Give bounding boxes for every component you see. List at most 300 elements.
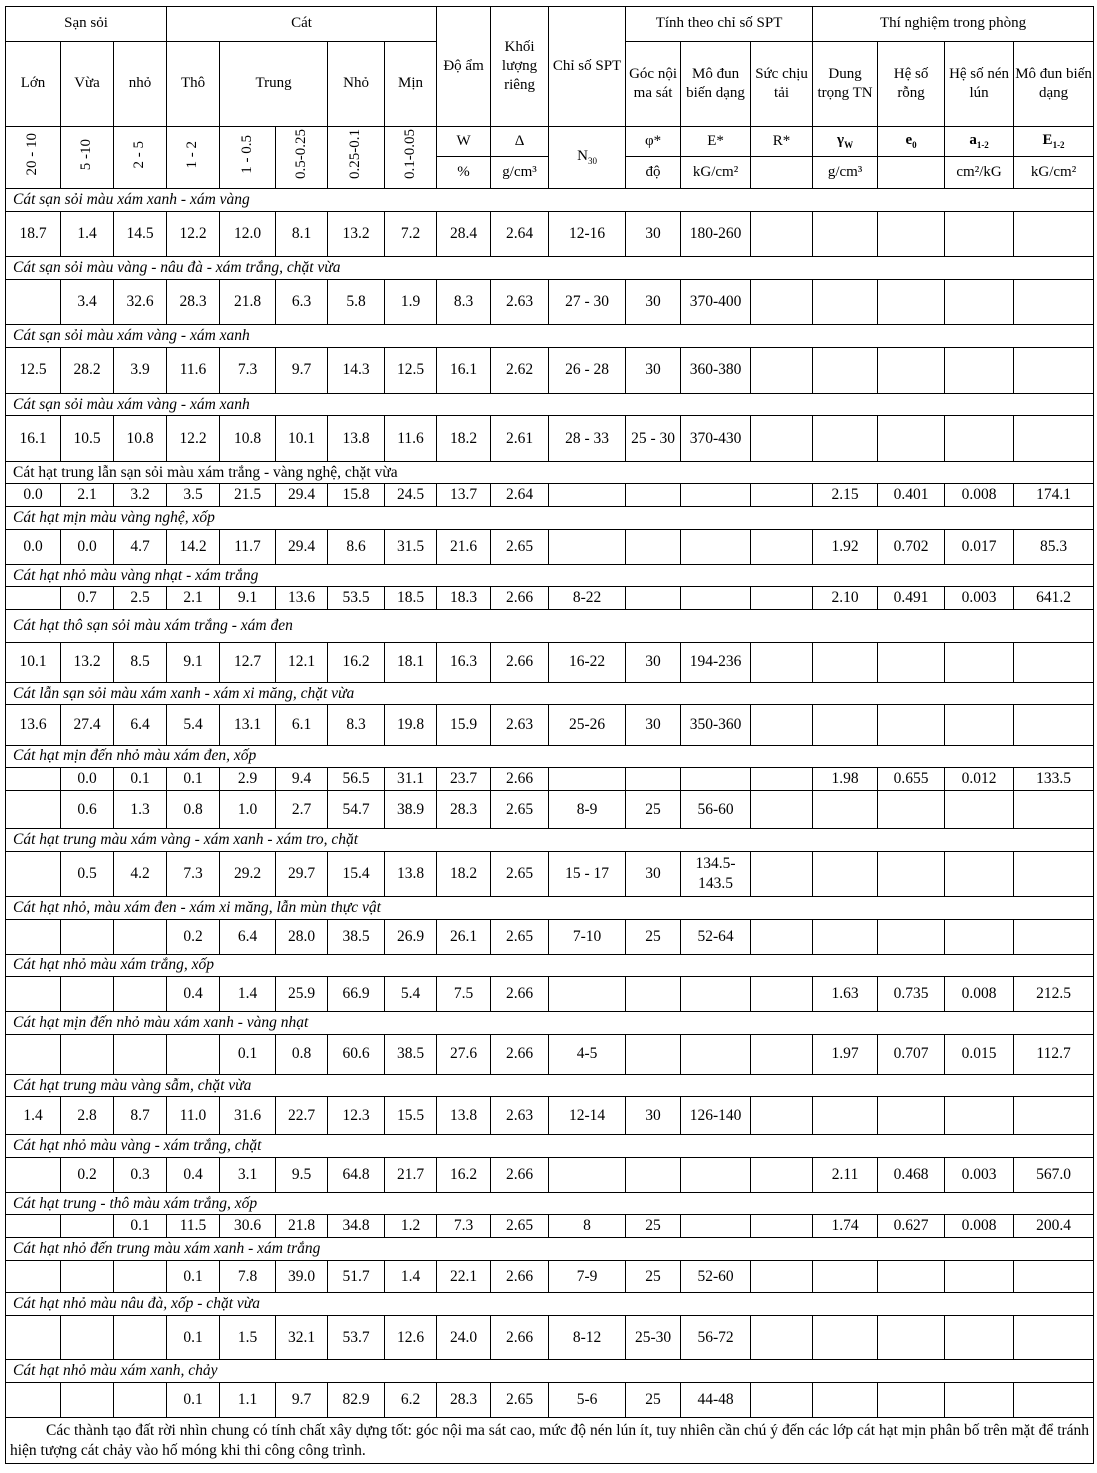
table-cell: 32.1: [276, 1315, 328, 1360]
table-cell: [751, 1097, 813, 1135]
table-cell: 21.7: [385, 1157, 437, 1192]
table-cell: 23.7: [437, 768, 491, 791]
table-cell: [61, 1034, 114, 1074]
table-cell: 14.2: [167, 529, 220, 564]
table-cell: 25: [626, 790, 681, 828]
layer-header-row: [6, 1011, 1094, 1034]
table-cell: 13.6: [276, 587, 328, 610]
table-cell: 12.5: [385, 348, 437, 394]
table-cell: 2.63: [491, 279, 549, 325]
table-row: [6, 416, 1094, 462]
table-cell: 11.7: [220, 529, 276, 564]
header-min: Mịn: [385, 42, 437, 127]
layer-header-row: [6, 610, 1094, 643]
table-cell: [945, 1383, 1014, 1418]
table-cell: 28.2: [61, 348, 114, 394]
table-cell: 4-5: [549, 1034, 626, 1074]
header-nho: Nhỏ: [328, 42, 385, 127]
table-cell: 8.7: [114, 1097, 167, 1135]
table-cell: 350-360: [681, 705, 751, 745]
table-cell: 2.66: [491, 1157, 549, 1192]
table-cell: 11.6: [167, 348, 220, 394]
header-vua: Vừa: [61, 42, 114, 127]
table-cell: 8-9: [549, 790, 626, 828]
table-cell: [751, 348, 813, 394]
table-cell: [878, 348, 945, 394]
table-cell: 0.491: [878, 587, 945, 610]
table-cell: 1.63: [813, 977, 878, 1012]
table-cell: [813, 919, 878, 954]
table-cell: [1014, 211, 1094, 257]
table-cell: [751, 642, 813, 682]
table-cell: 12.2: [167, 211, 220, 257]
table-cell: 134.5-143.5: [681, 851, 751, 897]
table-cell: 14.3: [328, 348, 385, 394]
table-cell: [681, 768, 751, 791]
table-cell: [945, 705, 1014, 745]
table-cell: 0.008: [945, 1215, 1014, 1238]
table-cell: [751, 919, 813, 954]
table-cell: 21.8: [220, 279, 276, 325]
table-cell: 6.4: [114, 705, 167, 745]
layer-header-blank: [549, 897, 1094, 920]
table-cell: [6, 1383, 61, 1418]
table-cell: 25-30: [626, 1315, 681, 1360]
table-cell: 60.6: [328, 1034, 385, 1074]
table-cell: 0.8: [276, 1034, 328, 1074]
table-cell: 370-400: [681, 279, 751, 325]
table-cell: 0.003: [945, 1157, 1014, 1192]
header-dung-trong: Dung trọng TN: [813, 42, 878, 127]
table-cell: 0.8: [167, 790, 220, 828]
table-cell: 3.1: [220, 1157, 276, 1192]
table-cell: 2.66: [491, 1034, 549, 1074]
table-cell: 2.65: [491, 919, 549, 954]
table-cell: [945, 851, 1014, 897]
table-cell: [6, 1260, 61, 1293]
unit-empty: [878, 157, 945, 189]
table-cell: 212.5: [1014, 977, 1094, 1012]
table-cell: 56-72: [681, 1315, 751, 1360]
table-cell: 1.9: [385, 279, 437, 325]
table-cell: 27.6: [437, 1034, 491, 1074]
table-cell: 16.2: [328, 642, 385, 682]
table-cell: 21.8: [276, 1215, 328, 1238]
layer-header-blank: [549, 564, 1094, 587]
table-cell: 0.707: [878, 1034, 945, 1074]
table-cell: 3.4: [61, 279, 114, 325]
symbol-n: N: [577, 148, 588, 165]
layer-header-row: [6, 325, 1094, 348]
layer-header-blank: [549, 1135, 1094, 1158]
table-cell: [549, 977, 626, 1012]
table-cell: 9.1: [167, 642, 220, 682]
table-cell: 8.3: [437, 279, 491, 325]
table-cell: 29.2: [220, 851, 276, 897]
fraction-cell: [167, 127, 220, 189]
unit-kgcm2-lab: kG/cm²: [1014, 157, 1094, 189]
table-row: [6, 587, 1094, 610]
table-row: [6, 1215, 1094, 1238]
layer-description: Cát hạt nhỏ màu vàng nhạt - xám trắng: [6, 564, 549, 587]
table-cell: 0.1: [114, 1215, 167, 1238]
table-cell: [1014, 1315, 1094, 1360]
layer-description: Cát hạt mịn đến nhỏ màu xám xanh - vàng nhạt: [6, 1011, 549, 1034]
table-cell: 18.5: [385, 587, 437, 610]
table-cell: 11.6: [385, 416, 437, 462]
table-cell: 13.2: [61, 642, 114, 682]
table-cell: 25 - 30: [626, 416, 681, 462]
layer-header-row: [6, 1074, 1094, 1097]
unit-density: g/cm³: [491, 157, 549, 189]
table-cell: [751, 279, 813, 325]
table-cell: 10.8: [220, 416, 276, 462]
table-cell: 1.5: [220, 1315, 276, 1360]
table-cell: 0.735: [878, 977, 945, 1012]
table-cell: [813, 211, 878, 257]
layer-header-blank: [549, 189, 1094, 212]
table-cell: 18.7: [6, 211, 61, 257]
table-cell: [878, 211, 945, 257]
layer-header-blank: [549, 461, 1094, 484]
header-he-so-nen-lun: Hệ số nén lún: [945, 42, 1014, 127]
table-cell: 11.0: [167, 1097, 220, 1135]
table-cell: [751, 1157, 813, 1192]
table-cell: 25: [626, 1383, 681, 1418]
table-cell: [813, 1383, 878, 1418]
fraction-cell: [61, 127, 114, 189]
table-cell: [751, 705, 813, 745]
table-row: [6, 1034, 1094, 1074]
table-cell: [813, 1315, 878, 1360]
table-cell: 0.008: [945, 484, 1014, 507]
table-cell: 12.5: [6, 348, 61, 394]
table-cell: [945, 211, 1014, 257]
fraction-label: 1 - 2: [184, 140, 201, 169]
table-cell: [813, 642, 878, 682]
table-cell: [1014, 919, 1094, 954]
table-cell: 15.9: [437, 705, 491, 745]
table-cell: 13.8: [437, 1097, 491, 1135]
table-cell: 641.2: [1014, 587, 1094, 610]
table-cell: 8-12: [549, 1315, 626, 1360]
table-cell: 9.7: [276, 348, 328, 394]
layer-header-blank: [549, 325, 1094, 348]
table-row: [6, 851, 1094, 897]
layer-header-row: [6, 1192, 1094, 1215]
table-cell: 567.0: [1014, 1157, 1094, 1192]
table-cell: [878, 705, 945, 745]
header-khoi-luong-rieng: Khối lượng riêng: [491, 7, 549, 127]
table-cell: 82.9: [328, 1383, 385, 1418]
table-cell: 0.012: [945, 768, 1014, 791]
layer-header-blank: [549, 828, 1094, 851]
table-cell: [751, 1315, 813, 1360]
table-cell: 0.1: [167, 1315, 220, 1360]
table-row: [6, 768, 1094, 791]
table-cell: [1014, 1097, 1094, 1135]
table-cell: 0.0: [61, 529, 114, 564]
table-cell: [626, 1157, 681, 1192]
table-cell: 38.9: [385, 790, 437, 828]
table-cell: 15.5: [385, 1097, 437, 1135]
table-cell: 9.4: [276, 768, 328, 791]
table-cell: 12-14: [549, 1097, 626, 1135]
header-tinh-theo-spt: Tính theo chỉ số SPT: [626, 7, 813, 42]
table-cell: 0.2: [167, 919, 220, 954]
layer-header-blank: [549, 954, 1094, 977]
table-cell: [114, 1034, 167, 1074]
layer-header-row: [6, 897, 1094, 920]
table-cell: [6, 768, 61, 791]
header-cat: Cát: [167, 7, 437, 42]
table-cell: 10.5: [61, 416, 114, 462]
table-cell: 5-6: [549, 1383, 626, 1418]
table-cell: 0.1: [114, 768, 167, 791]
table-cell: 30: [626, 851, 681, 897]
layer-header-blank: [549, 682, 1094, 705]
layer-description: Cát lẫn sạn sỏi màu xám xanh - xám xi măng, chặt vừa: [6, 682, 549, 705]
table-cell: [114, 1315, 167, 1360]
table-cell: [549, 1157, 626, 1192]
header-goc-noi-ma-sat: Góc nội ma sát: [626, 42, 681, 127]
table-cell: 0.6: [61, 790, 114, 828]
table-cell: [1014, 1260, 1094, 1293]
table-cell: [945, 279, 1014, 325]
layer-header-row: [6, 1293, 1094, 1316]
table-cell: 18.2: [437, 416, 491, 462]
table-cell: [878, 416, 945, 462]
table-cell: 53.5: [328, 587, 385, 610]
table-cell: 4.7: [114, 529, 167, 564]
table-cell: 66.9: [328, 977, 385, 1012]
table-cell: 7.8: [220, 1260, 276, 1293]
table-cell: 3.9: [114, 348, 167, 394]
table-cell: [1014, 705, 1094, 745]
table-row: [6, 790, 1094, 828]
table-cell: 0.2: [61, 1157, 114, 1192]
table-cell: [681, 1157, 751, 1192]
table-cell: 5.8: [328, 279, 385, 325]
table-row: [6, 705, 1094, 745]
table-cell: 2.62: [491, 348, 549, 394]
table-body: [6, 189, 1094, 1418]
layer-header-blank: [549, 257, 1094, 280]
table-cell: 7.3: [167, 851, 220, 897]
table-cell: 25.9: [276, 977, 328, 1012]
table-cell: [681, 1215, 751, 1238]
layer-header-blank: [549, 1192, 1094, 1215]
table-cell: [61, 1215, 114, 1238]
table-cell: 13.1: [220, 705, 276, 745]
layer-header-row: [6, 189, 1094, 212]
table-cell: 56-60: [681, 790, 751, 828]
table-cell: 29.4: [276, 484, 328, 507]
layer-header-blank: [549, 1293, 1094, 1316]
table-cell: 16-22: [549, 642, 626, 682]
table-cell: 1.92: [813, 529, 878, 564]
table-cell: 8.5: [114, 642, 167, 682]
table-cell: [751, 1260, 813, 1293]
table-cell: 12.3: [328, 1097, 385, 1135]
table-cell: 22.7: [276, 1097, 328, 1135]
layer-header-row: [6, 828, 1094, 851]
table-cell: 85.3: [1014, 529, 1094, 564]
symbol-n30: [549, 127, 626, 189]
table-cell: [813, 416, 878, 462]
table-cell: 1.1: [220, 1383, 276, 1418]
table-cell: 8.6: [328, 529, 385, 564]
table-cell: [751, 977, 813, 1012]
header-thi-nghiem: Thí nghiệm trong phòng: [813, 7, 1094, 42]
unit-empty: [751, 157, 813, 189]
table-cell: 0.655: [878, 768, 945, 791]
table-row: [6, 1315, 1094, 1360]
table-cell: [813, 790, 878, 828]
layer-description: Cát sạn sỏi màu vàng - nâu đà - xám trắng, chặt vừa: [6, 257, 549, 280]
table-cell: [751, 529, 813, 564]
summary-note: Các thành tạo đất rời nhìn chung có tính chất xây dựng tốt: góc nội ma sát cao, mức độ nén lún ít, tuy nhiên cần chú ý đến các lớp cát hạt mịn phân bố trên mặt để tránh hiện tượng cát chảy vào hố móng khi thi công công trình.: [6, 1418, 1094, 1464]
table-cell: 51.7: [328, 1260, 385, 1293]
symbol-phi: φ*: [626, 127, 681, 157]
table-cell: 13.7: [437, 484, 491, 507]
table-cell: 24.0: [437, 1315, 491, 1360]
table-cell: 0.017: [945, 529, 1014, 564]
table-row: [6, 642, 1094, 682]
header-he-so-rong: Hệ số rỗng: [878, 42, 945, 127]
table-cell: 2.66: [491, 977, 549, 1012]
table-cell: [61, 1315, 114, 1360]
table-cell: 18.1: [385, 642, 437, 682]
table-cell: 8-22: [549, 587, 626, 610]
table-cell: 30: [626, 348, 681, 394]
table-cell: 1.98: [813, 768, 878, 791]
table-cell: 9.5: [276, 1157, 328, 1192]
layer-description: Cát hạt nhỏ màu vàng - xám trắng, chặt: [6, 1135, 549, 1158]
symbol-e0-letter: e: [905, 132, 913, 149]
table-cell: [114, 919, 167, 954]
table-cell: 9.1: [220, 587, 276, 610]
table-cell: [681, 587, 751, 610]
table-cell: 0.0: [6, 484, 61, 507]
header-chi-so-spt: Chỉ số SPT: [549, 7, 626, 127]
table-cell: [6, 790, 61, 828]
table-cell: 200.4: [1014, 1215, 1094, 1238]
table-cell: 7-9: [549, 1260, 626, 1293]
unit-degree: độ: [626, 157, 681, 189]
table-cell: 52-60: [681, 1260, 751, 1293]
table-cell: [1014, 851, 1094, 897]
table-cell: 2.66: [491, 768, 549, 791]
table-cell: 28.3: [437, 790, 491, 828]
table-cell: [751, 1034, 813, 1074]
table-cell: [6, 851, 61, 897]
table-cell: 18.3: [437, 587, 491, 610]
table-cell: 16.1: [6, 416, 61, 462]
header-trung: Trung: [220, 42, 328, 127]
table-cell: 9.7: [276, 1383, 328, 1418]
table-cell: 8.1: [276, 211, 328, 257]
table-cell: [813, 705, 878, 745]
table-cell: 8: [549, 1215, 626, 1238]
header-mo-dun-bien-dang: Mô đun biến dạng: [681, 42, 751, 127]
symbol-a12: [945, 127, 1014, 157]
table-cell: 1.97: [813, 1034, 878, 1074]
layer-header-blank: [549, 745, 1094, 768]
table-cell: 0.3: [114, 1157, 167, 1192]
table-cell: 16.3: [437, 642, 491, 682]
table-cell: 32.6: [114, 279, 167, 325]
symbol-gamma-letter: γ: [837, 132, 845, 149]
layer-header-row: [6, 682, 1094, 705]
table-cell: 2.5: [114, 587, 167, 610]
table-cell: 2.63: [491, 705, 549, 745]
table-cell: 5.4: [167, 705, 220, 745]
table-cell: 31.6: [220, 1097, 276, 1135]
table-cell: 0.5: [61, 851, 114, 897]
table-cell: 1.4: [220, 977, 276, 1012]
layer-header-blank: [549, 610, 1094, 643]
table-cell: 14.5: [114, 211, 167, 257]
table-cell: 27 - 30: [549, 279, 626, 325]
table-cell: [751, 211, 813, 257]
fraction-label: 0.25-0.1: [347, 129, 364, 180]
table-cell: [549, 768, 626, 791]
table-cell: 4.2: [114, 851, 167, 897]
table-cell: [878, 1383, 945, 1418]
table-cell: 2.61: [491, 416, 549, 462]
layer-description: Cát hạt nhỏ màu xám trắng, xốp: [6, 954, 549, 977]
layer-description: Cát hạt nhỏ đến trung màu xám xanh - xám trắng: [6, 1238, 549, 1261]
table-cell: 0.7: [61, 587, 114, 610]
table-cell: [945, 919, 1014, 954]
table-cell: 21.6: [437, 529, 491, 564]
table-cell: 38.5: [328, 919, 385, 954]
fraction-label: 0.1-0.05: [401, 129, 418, 180]
table-cell: [114, 977, 167, 1012]
table-cell: 28 - 33: [549, 416, 626, 462]
table-cell: 10.8: [114, 416, 167, 462]
layer-description: Cát hạt mịn đến nhỏ màu xám đen, xốp: [6, 745, 549, 768]
symbol-r-star: R*: [751, 127, 813, 157]
table-cell: 64.8: [328, 1157, 385, 1192]
table-cell: 2.65: [491, 1215, 549, 1238]
table-cell: [751, 768, 813, 791]
table-cell: 25: [626, 919, 681, 954]
header-san-soi: Sạn sỏi: [6, 7, 167, 42]
layer-description: Cát hạt mịn màu vàng nghệ, xốp: [6, 507, 549, 530]
table-cell: [681, 529, 751, 564]
layer-description: Cát hạt trung màu vàng sẫm, chặt vừa: [6, 1074, 549, 1097]
table-cell: [6, 587, 61, 610]
table-cell: 2.64: [491, 211, 549, 257]
table-cell: 26.1: [437, 919, 491, 954]
layer-header-blank: [549, 1074, 1094, 1097]
layer-header-row: [6, 564, 1094, 587]
table-cell: 112.7: [1014, 1034, 1094, 1074]
layer-header-row: [6, 461, 1094, 484]
table-cell: 2.65: [491, 1383, 549, 1418]
table-cell: [751, 587, 813, 610]
symbol-n-sub: 30: [587, 156, 597, 167]
table-cell: [945, 790, 1014, 828]
table-cell: 0.468: [878, 1157, 945, 1192]
table-cell: [751, 416, 813, 462]
table-cell: 12.0: [220, 211, 276, 257]
table-cell: 13.8: [328, 416, 385, 462]
table-cell: [549, 529, 626, 564]
table-cell: 25: [626, 1260, 681, 1293]
